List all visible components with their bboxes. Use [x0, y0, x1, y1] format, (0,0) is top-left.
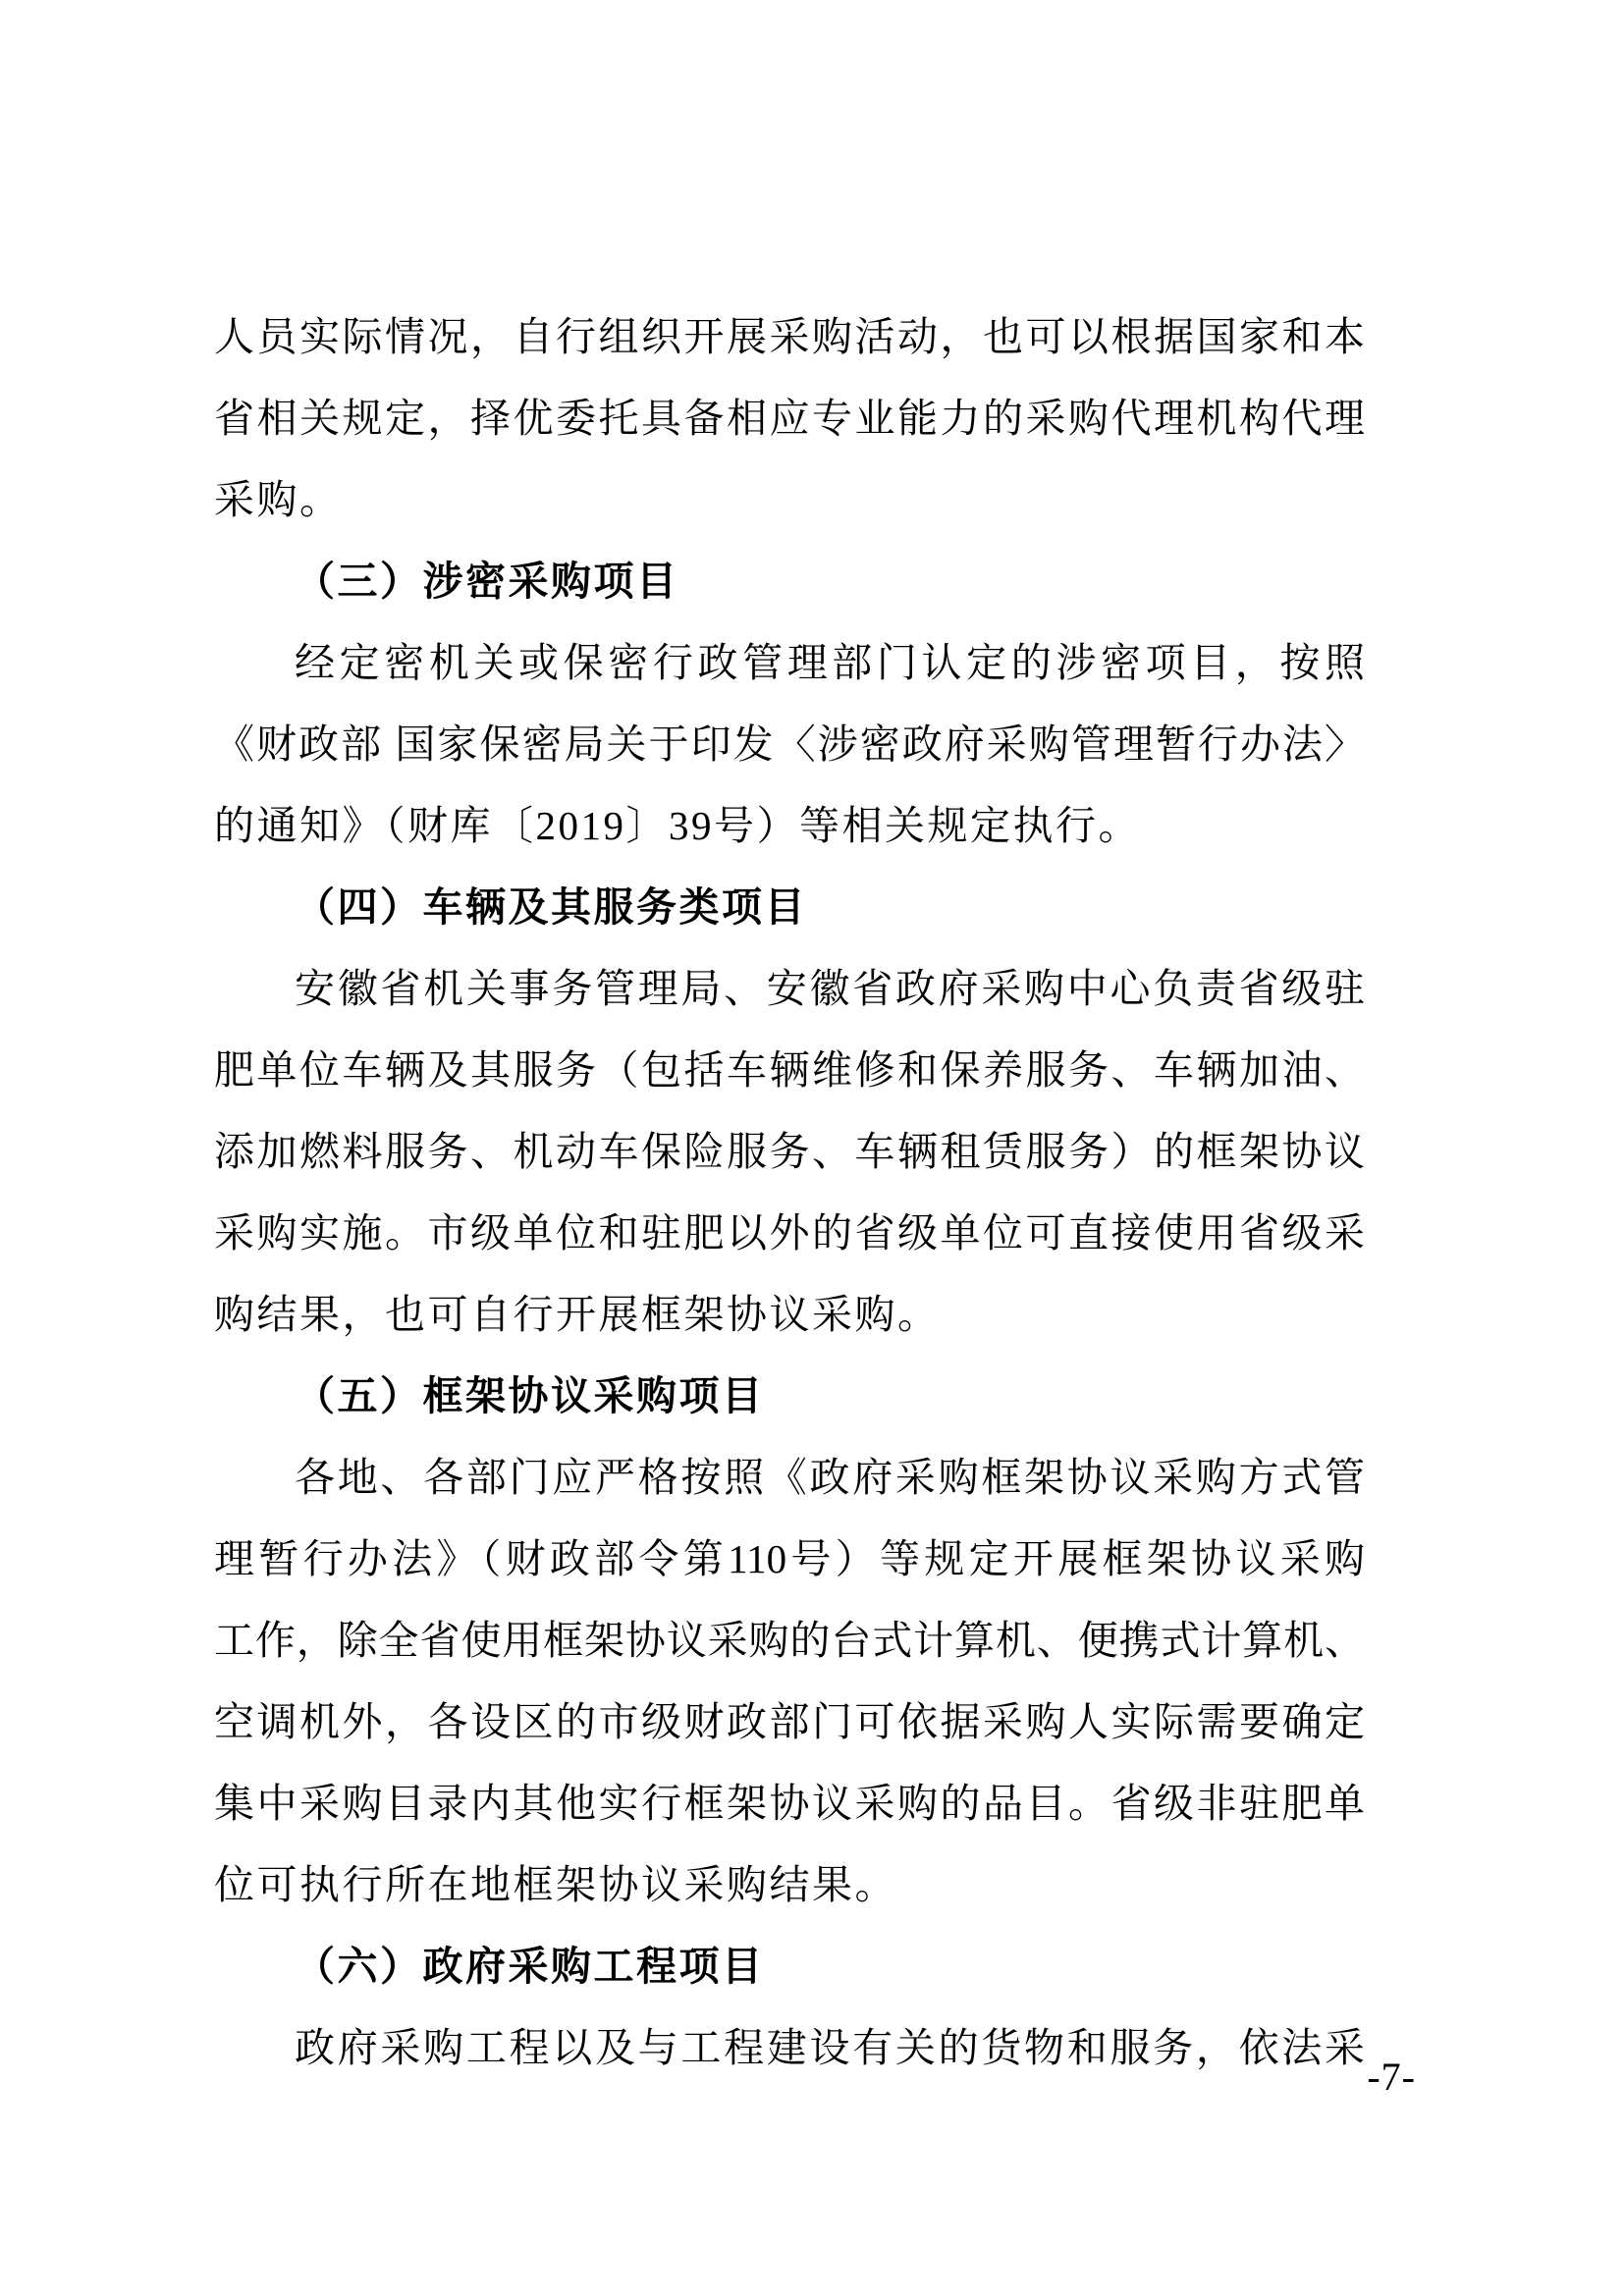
text-line: 各地、各部门应严格按照《政府采购框架协议采购方式管 [295, 1455, 1365, 1500]
text-line: 政府采购工程以及与工程建设有关的货物和服务，依法采 [295, 2025, 1365, 2070]
text-line: 省相关规定，择优委托具备相应专业能力的采购代理机构代理 [214, 396, 1365, 441]
text-line: 工作，除全省使用框架协议采购的台式计算机、便携式计算机、 [214, 1618, 1365, 1663]
text-line: 安徽省机关事务管理局、安徽省政府采购中心负责省级驻 [295, 966, 1365, 1011]
text-line: 采购。 [214, 477, 343, 522]
section-heading: （六）政府采购工程项目 [295, 1944, 765, 1989]
text-line: 集中采购目录内其他实行框架协议采购的品目。省级非驻肥单 [214, 1781, 1365, 1826]
text-line: 的通知》（财库〔2019〕39号）等相关规定执行。 [214, 803, 1141, 848]
text-line: 经定密机关或保密行政管理部门认定的涉密项目，按照 [295, 640, 1365, 685]
text-line: 肥单位车辆及其服务（包括车辆维修和保养服务、车辆加油、 [214, 1047, 1365, 1093]
text-line: 购结果，也可自行开展框架协议采购。 [214, 1292, 941, 1337]
text-line: 位可执行所在地框架协议采购结果。 [214, 1862, 897, 1907]
page-number: -7- [1367, 2055, 1416, 2099]
text-line: 理暂行办法》（财政部令第110号）等规定开展框架协议采购 [214, 1536, 1365, 1581]
section-heading: （四）车辆及其服务类项目 [295, 884, 807, 930]
text-line: 采购实施。市级单位和驻肥以外的省级单位可直接使用省级采 [214, 1210, 1365, 1255]
section-heading: （五）框架协议采购项目 [295, 1373, 765, 1418]
text-line: 空调机外，各设区的市级财政部门可依据采购人实际需要确定 [214, 1699, 1365, 1744]
section-heading: （三）涉密采购项目 [295, 559, 679, 604]
text-line: 《财政部 国家保密局关于印发〈涉密政府采购管理暂行办法〉 [214, 721, 1365, 767]
text-line: 人员实际情况，自行组织开展采购活动，也可以根据国家和本 [214, 314, 1365, 359]
document-text-block [214, 296, 1365, 2089]
text-line: 添加燃料服务、机动车保险服务、车辆租赁服务）的框架协议 [214, 1129, 1365, 1174]
